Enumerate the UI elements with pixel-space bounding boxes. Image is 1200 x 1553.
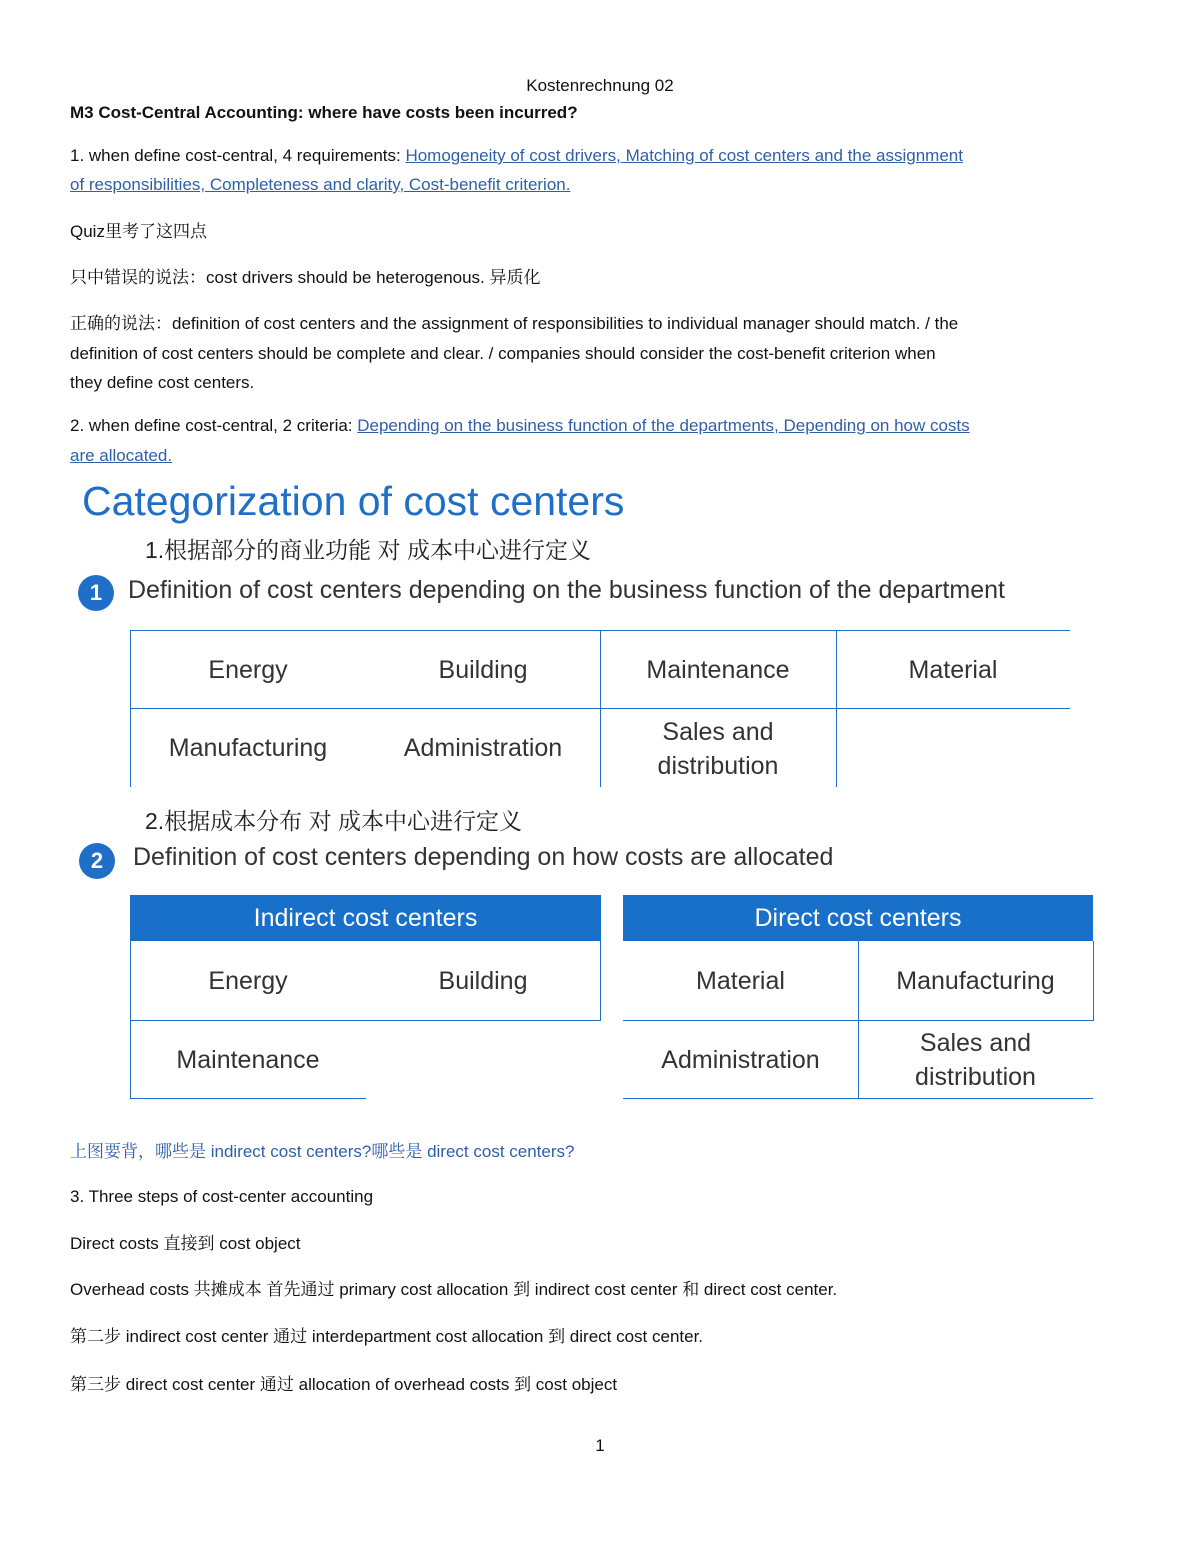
cell-maintenance: Maintenance bbox=[646, 656, 790, 684]
figure-title: Categorization of cost centers bbox=[82, 478, 625, 524]
criteria-prefix: 2. when define cost-central, 2 criteria: bbox=[70, 416, 358, 435]
requirements-prefix: 1. when define cost-central, 4 requirements: bbox=[70, 146, 406, 165]
direct-cell-administration: Administration bbox=[661, 1046, 820, 1074]
cell-sales-line-2: distribution bbox=[657, 752, 779, 780]
criteria-link-1[interactable]: Depending on the business function of the departments, Depending on how costs bbox=[357, 416, 970, 435]
correct-statement-line-2: definition of cost centers should be complete and clear. / companies should consider the cost-benefit criterion when bbox=[70, 344, 936, 363]
indirect-line-bottom bbox=[130, 1098, 366, 1099]
cell-manufacturing: Manufacturing bbox=[168, 734, 328, 762]
section1-number-badge: 1 bbox=[78, 575, 114, 611]
cell-energy: Energy bbox=[208, 656, 288, 684]
direct-line-bottom bbox=[623, 1098, 1093, 1099]
section1-chinese-label: 1.根据部分的商业功能 对 成本中心进行定义 bbox=[145, 537, 591, 563]
section2-number-badge: 2 bbox=[79, 843, 115, 879]
criteria-link-2[interactable]: are allocated. bbox=[70, 446, 173, 465]
requirements-link-1[interactable]: Homogeneity of cost drivers, Matching of cost centers and the assignment bbox=[405, 146, 963, 165]
section1-definition: Definition of cost centers depending on the business function of the department bbox=[128, 576, 1005, 604]
cell-administration: Administration bbox=[403, 734, 563, 762]
indirect-line-mid bbox=[130, 1020, 601, 1021]
step-three-line: 第三步 direct cost center 通过 allocation of overhead costs 到 cost object bbox=[70, 1375, 618, 1394]
overhead-costs-line: Overhead costs 共摊成本 首先通过 primary cost allocation 到 indirect cost center 和 direct cost center. bbox=[70, 1280, 838, 1299]
section2-definition: Definition of cost centers depending on how costs are allocated bbox=[133, 843, 834, 871]
memorize-note: 上图要背，哪些是 indirect cost centers?哪些是 direct cost centers? bbox=[70, 1142, 575, 1161]
indirect-cell-building: Building bbox=[438, 967, 528, 995]
section-heading: M3 Cost-Central Accounting: where have costs been incurred? bbox=[70, 103, 578, 122]
direct-cell-sales-line-1: Sales and bbox=[919, 1029, 1032, 1057]
direct-cell-sales-line-2: distribution bbox=[915, 1063, 1036, 1091]
direct-costs-line: Direct costs 直接到 cost object bbox=[70, 1234, 301, 1253]
criteria-line-2 bbox=[70, 441, 1130, 470]
direct-cell-material: Material bbox=[696, 967, 785, 995]
quiz-note: Quiz里考了这四点 bbox=[70, 222, 207, 241]
wrong-statement: 只中错误的说法：cost drivers should be heterogenous. 异质化 bbox=[70, 268, 541, 287]
direct-line-mid bbox=[623, 1020, 1094, 1021]
requirements-line-1 bbox=[70, 141, 1130, 170]
indirect-line-right bbox=[600, 941, 601, 1020]
criteria-line-1 bbox=[70, 411, 1130, 440]
indirect-header: Indirect cost centers bbox=[130, 895, 601, 941]
step-two-line: 第二步 indirect cost center 通过 interdepartment cost allocation 到 direct cost center. bbox=[70, 1327, 704, 1346]
three-steps-heading: 3. Three steps of cost-center accounting bbox=[70, 1187, 374, 1206]
correct-statement-line-1: 正确的说法：definition of cost centers and the assignment of responsibilities to individual manager should match. / the bbox=[70, 314, 959, 333]
correct-statement-line-3: they define cost centers. bbox=[70, 373, 255, 392]
section2-chinese-label: 2.根据成本分布 对 成本中心进行定义 bbox=[145, 808, 522, 834]
cell-material: Material bbox=[908, 656, 998, 684]
page-number: 1 bbox=[595, 1436, 605, 1455]
indirect-cell-energy: Energy bbox=[208, 967, 288, 995]
direct-cell-manufacturing: Manufacturing bbox=[896, 967, 1055, 995]
requirements-link-2[interactable]: of responsibilities, Completeness and clarity, Cost-benefit criterion. bbox=[70, 175, 571, 194]
cell-sales-line-1: Sales and bbox=[662, 718, 774, 746]
cell-building: Building bbox=[438, 656, 528, 684]
requirements-line-2 bbox=[70, 170, 1130, 199]
indirect-cell-maintenance: Maintenance bbox=[176, 1046, 320, 1074]
document-title: Kostenrechnung 02 bbox=[526, 76, 674, 95]
direct-header: Direct cost centers bbox=[623, 895, 1093, 941]
direct-line-right bbox=[1093, 941, 1094, 1020]
